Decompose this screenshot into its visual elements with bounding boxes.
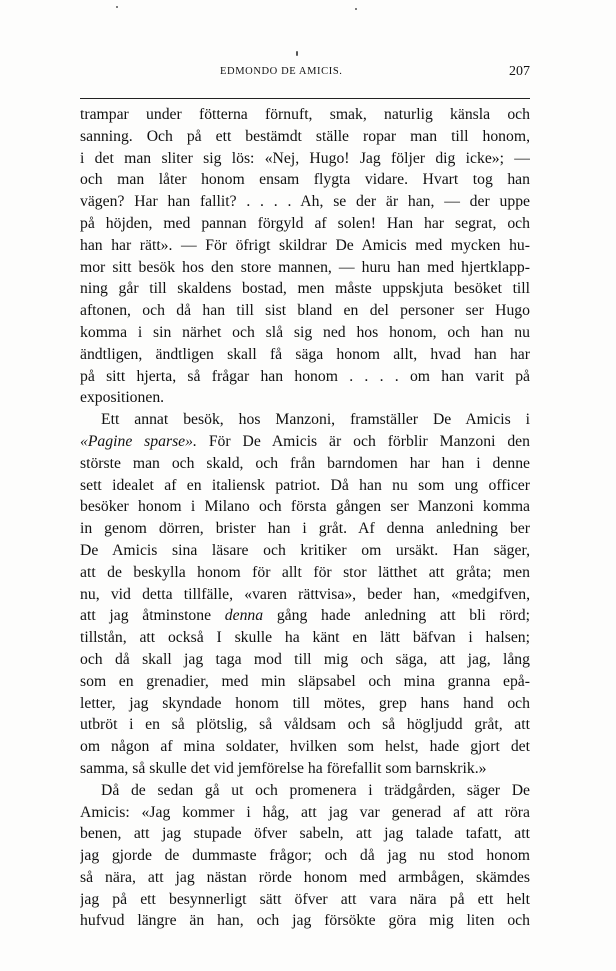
print-speck (296, 51, 298, 56)
text-line: jag på ett besynnerligt sätt öfver att vara nära på ett helt (80, 890, 530, 908)
text-line (80, 605, 530, 627)
text-line: om någon af mina soldater, hvilken som helst, hade gjort det (80, 738, 530, 756)
text-line: som en grenadier, med min släpsabel och mina granna epå- (80, 672, 530, 690)
text-line: så nära, att jag nästan rörde honom med armbågen, skämdes (80, 868, 530, 886)
text-line: han har rätt». — För öfrigt skildrar De Amicis med mycken hu- (80, 236, 530, 254)
print-speck (355, 8, 357, 10)
print-speck (116, 6, 118, 8)
text-line: att de beskylla honom för allt för stor lätthet att gråta; men (80, 563, 530, 581)
text-line: aftonen, och då han till sist bland en del personer ser Hugo (80, 302, 530, 320)
text-line: på höjden, med pannan förgyld af solen! Han har segrat, och (80, 214, 530, 232)
text-line: i det man sliter sig lös: «Nej, Hugo! Jag följer dig icke»; — (80, 149, 530, 167)
text-line: ändtligen, ändtligen skall få säga honom allt, hvad han har (80, 345, 530, 363)
text-line: expositionen. (80, 389, 165, 407)
text-span: För De Amicis är och förblir Manzoni den (196, 432, 530, 450)
text-line: Ett annat besök, hos Manzoni, framställer De Amicis i (101, 411, 530, 429)
italic-word: denna (224, 607, 264, 625)
text-span: gång hade anledning att bli rörd; (263, 607, 530, 625)
text-line: tillstån, att också I skulle ha känt en lätt bäfvan i halsen; (80, 629, 530, 647)
text-line: in genom dörren, brister han i gråt. Af denna anledning ber (80, 520, 530, 538)
text-line: jag gjorde de dummaste frågor; och då jag nu stod honom (80, 847, 530, 865)
italic-title: «Pagine sparse». (80, 432, 197, 450)
text-line: letter, jag skyndade honom till mötes, grep hans hand och (80, 694, 530, 712)
text-line: benen, att jag stupade öfver sabeln, att jag talade tafatt, att (80, 825, 530, 843)
text-line: samma, så skulle det vid jemförelse ha förefallit som barnskrik.» (80, 759, 487, 777)
text-span: att jag åtminstone (80, 607, 225, 625)
text-line: och då skall jag taga mod till mig och säga, att jag, lång (80, 650, 530, 668)
text-line: besöker honom i Milano och första gången ser Manzoni komma (80, 498, 530, 516)
text-line: Då de sedan gå ut och promenera i trädgården, säger De (101, 781, 530, 799)
text-line: nu, vid detta tillfälle, «varen rättvisa», beder han, «medgifven, (80, 585, 530, 603)
text-line: störste man och skald, och från barndomen har han i denne (80, 454, 530, 472)
body-text (80, 104, 530, 932)
text-line: ning går till skaldens bostad, men måste uppskjuta besöket till (80, 280, 530, 298)
text-line: hufvud längre än han, och jag försökte göra mig liten och (80, 912, 530, 930)
running-head (80, 62, 530, 82)
running-title: EDMONDO DE AMICIS. (220, 66, 343, 77)
text-line: sett idealet af en italiensk patriot. Då han nu som ung officer (80, 476, 530, 494)
text-line: på sitt hjerta, så frågar han honom . . . . om han varit på (80, 367, 530, 385)
text-line (80, 431, 530, 453)
text-line: trampar under fötterna förnuft, smak, naturlig känsla och (80, 106, 530, 123)
text-line: Amicis: «Jag kommer i håg, att jag var generad af att röra (80, 803, 530, 821)
text-line: vägen? Har han fallit? . . . . Ah, se der är han, — der uppe (80, 193, 530, 211)
page-number: 207 (509, 64, 530, 79)
text-line: komma i sin närhet och slå sig ned hos honom, och han nu (80, 323, 530, 341)
text-line: De Amicis sina läsare och kritiker om ursäkt. Han säger, (80, 541, 530, 559)
text-line: utbröt i en så plötslig, så våldsam och så högljudd gråt, att (80, 716, 530, 734)
text-line: och man låter honom ensam flygta vidare. Hvart tog han (80, 171, 530, 189)
header-rule (80, 98, 530, 99)
text-line: sanning. Och på ett bestämdt ställe ropar man till honom, (80, 127, 530, 145)
text-line: mor sitt besök hos den store mannen, — huru han med hjertklapp- (80, 258, 530, 276)
